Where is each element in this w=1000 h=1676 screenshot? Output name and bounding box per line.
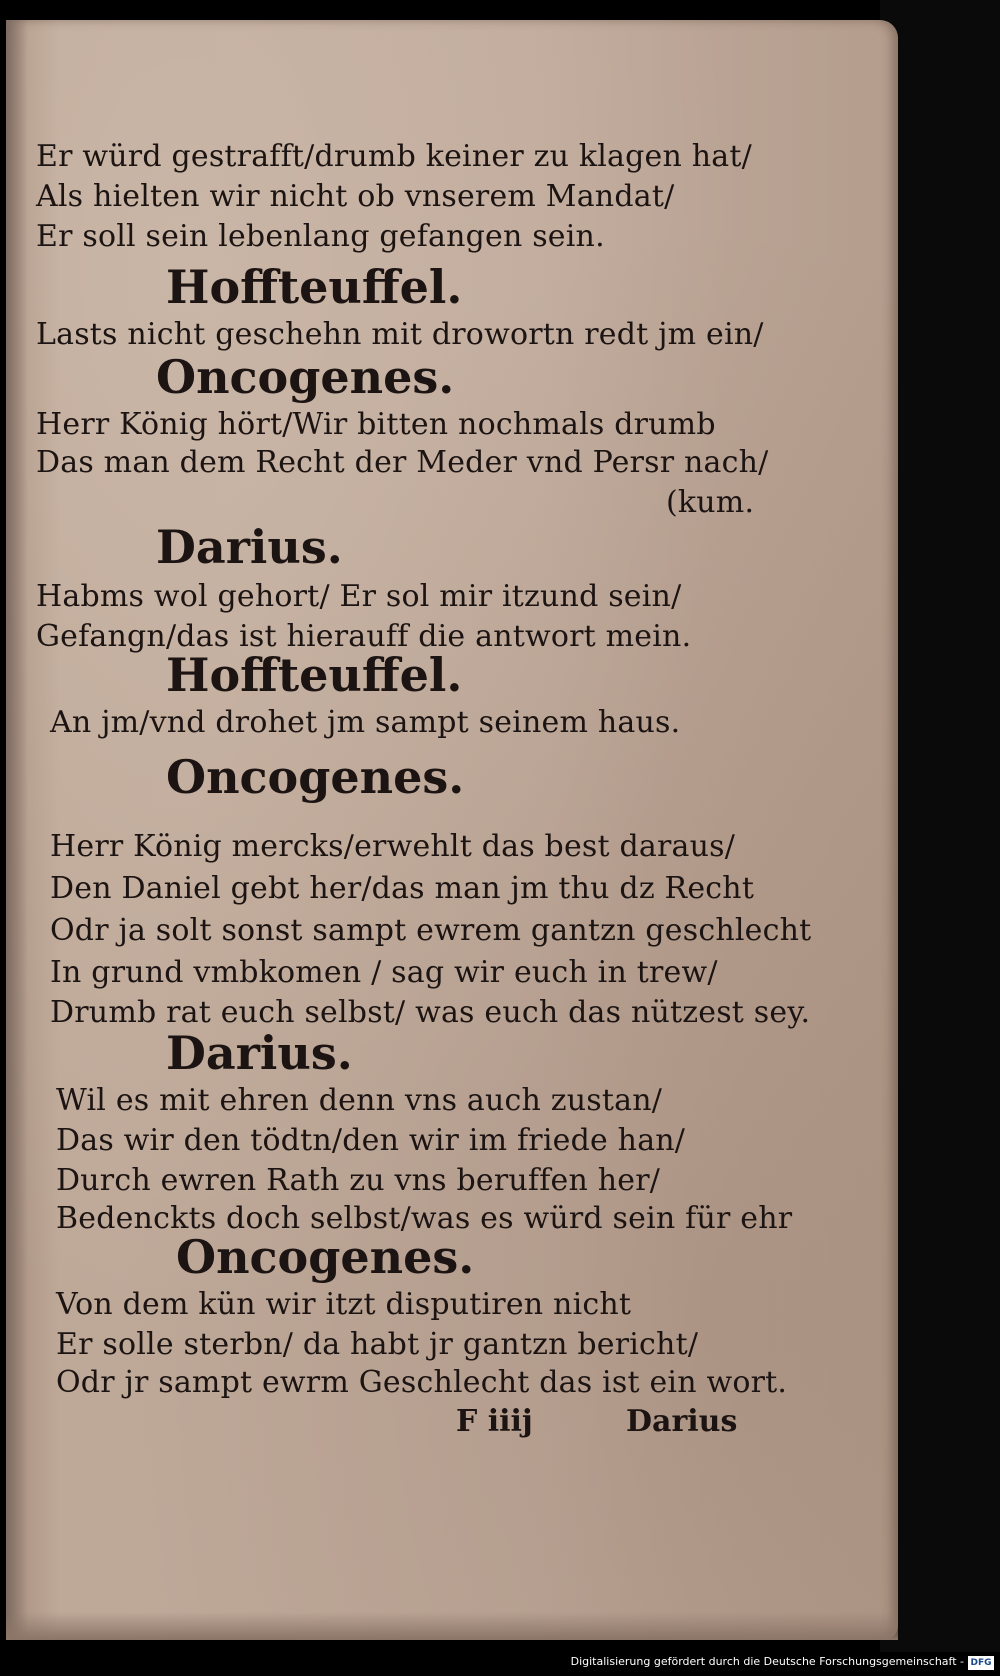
verse-line: Herr König mercks/erwehlt das best daraus/: [50, 829, 736, 864]
verse-line: Den Daniel gebt her/das man jm thu dz Recht: [50, 871, 755, 906]
verse-line: Das wir den tödtn/den wir im friede han/: [56, 1123, 686, 1158]
speaker-name: Oncogenes.: [176, 1230, 475, 1284]
verse-line: Gefangn/das ist hierauff die antwort mein.: [36, 619, 692, 654]
verse-line-continuation: (kum.: [666, 485, 755, 520]
speaker-name: Oncogenes.: [166, 750, 465, 804]
verse-line: Bedenckts doch selbst/was es würd sein für ehr: [56, 1201, 793, 1236]
page-bottom-shadow: [6, 1612, 898, 1640]
verse-line: An jm/vnd drohet jm sampt seinem haus.: [50, 705, 681, 740]
speaker-name: Hoffteuffel.: [166, 648, 463, 702]
verse-line: Wil es mit ehren denn vns auch zustan/: [56, 1083, 663, 1118]
dfg-logo-icon: DFG: [968, 1656, 994, 1670]
verse-line: Drumb rat euch selbst/ was euch das nützest sey.: [50, 995, 811, 1030]
verse-line: Er würd gestrafft/drumb keiner zu klagen hat/: [36, 139, 752, 174]
verse-line: Das man dem Recht der Meder vnd Persr nach/: [36, 445, 769, 480]
page-gutter-shadow: [6, 20, 28, 1640]
verse-line: Odr jr sampt ewrm Geschlecht das ist ein wort.: [56, 1365, 788, 1400]
verse-line: Habms wol gehort/ Er sol mir itzund sein/: [36, 579, 682, 614]
speaker-name: Hoffteuffel.: [166, 260, 463, 314]
catchword: Darius: [626, 1404, 738, 1439]
verse-line: Durch ewren Rath zu vns beruffen her/: [56, 1163, 661, 1198]
signature-mark: F iiij: [456, 1404, 533, 1439]
book-page: [6, 20, 898, 1640]
speaker-name: Darius.: [166, 1026, 353, 1080]
footer-bar: [0, 1652, 1000, 1676]
verse-line: Lasts nicht geschehn mit drowortn redt jm ein/: [36, 317, 764, 352]
verse-line: Er soll sein lebenlang gefangen sein.: [36, 219, 605, 254]
verse-line: In grund vmbkomen / sag wir euch in trew/: [50, 955, 718, 990]
verse-line: Von dem kün wir itzt disputiren nicht: [56, 1287, 632, 1322]
verse-line: Als hielten wir nicht ob vnserem Mandat/: [36, 179, 675, 214]
verse-line: Herr König hört/Wir bitten nochmals drumb: [36, 407, 716, 442]
speaker-name: Darius.: [156, 520, 343, 574]
verse-line: Er solle sterbn/ da habt jr gantzn bericht/: [56, 1327, 699, 1362]
speaker-name: Oncogenes.: [156, 350, 455, 404]
verse-line: Odr ja solt sonst sampt ewrem gantzn geschlecht: [50, 913, 812, 948]
digitization-credit: Digitalisierung gefördert durch die Deutsche Forschungsgemeinschaft -: [570, 1655, 964, 1668]
scan-background: [880, 0, 1000, 1676]
